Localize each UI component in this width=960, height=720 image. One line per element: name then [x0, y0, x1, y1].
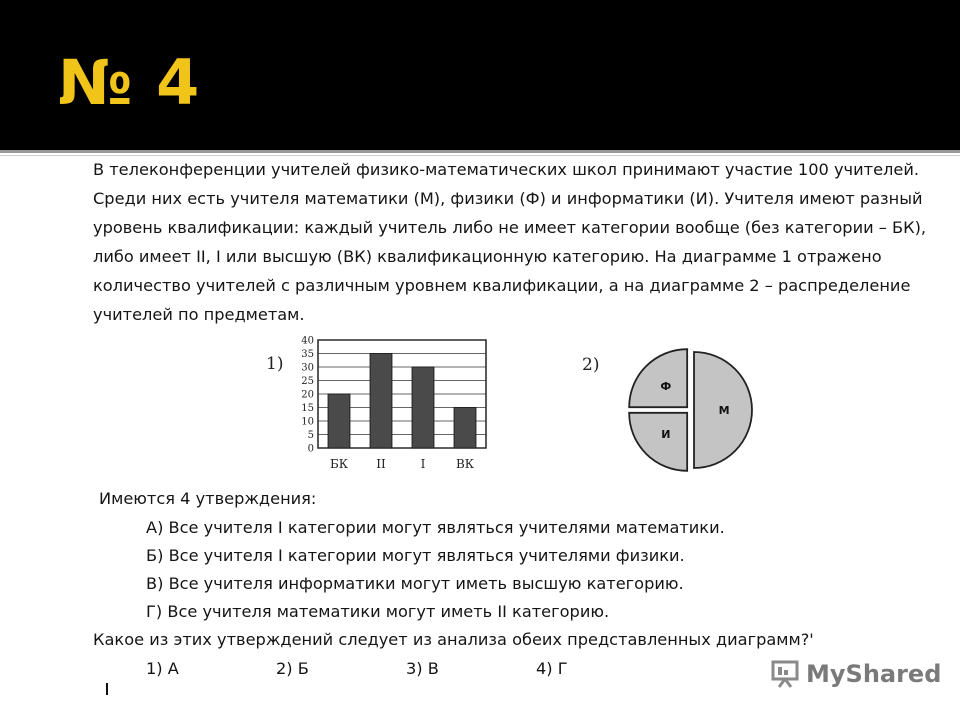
header-divider-thin [0, 155, 960, 156]
projector-board-icon [770, 659, 800, 689]
answer-option-3: 3) В [406, 659, 439, 678]
slide-header [0, 0, 960, 150]
statement-a: А) Все учителя I категории могут являться учителями математики. [146, 518, 725, 537]
statements-intro: Имеются 4 утверждения: [99, 489, 317, 508]
bar-chart [290, 335, 500, 480]
header-divider [0, 150, 960, 153]
slide-title: № 4 [58, 46, 201, 119]
edge-mark [106, 683, 108, 695]
pie-chart-slice-label: И [661, 428, 671, 442]
problem-line: уровень квалификации: каждый учитель либо не имеет категории вообще (без категории – БК), [93, 218, 927, 237]
problem-line: либо имеет II, I или высшую (ВК) квалификационную категорию. На диаграмме 1 отражено [93, 247, 882, 266]
bar-chart-label: 1) [266, 354, 284, 374]
pie-chart-slice [629, 413, 687, 471]
bar-chart-y-tick-label: 0 [307, 443, 314, 455]
myshared-logo-text: MyShared [806, 660, 942, 688]
problem-line: учителей по предметам. [93, 305, 305, 324]
statement-d: Г) Все учителя математики могут иметь II категорию. [146, 602, 610, 621]
bar-chart-y-tick-label: 20 [301, 389, 314, 401]
bar-chart-x-tick-label: I [420, 457, 426, 471]
bar-chart-y-tick-label: 15 [301, 403, 314, 414]
bar-chart-y-tick-label: 25 [301, 376, 314, 387]
pie-chart-slice [629, 349, 687, 407]
bar-chart-bar [328, 394, 350, 448]
bar-chart-y-tick-label: 40 [301, 335, 314, 347]
bar-chart-y-tick-label: 5 [307, 430, 314, 441]
question-text: Какое из этих утверждений следует из анализа обеих представленных диаграмм?' [93, 630, 814, 649]
pie-chart [610, 338, 770, 488]
bar-chart-bar [370, 354, 392, 449]
bar-chart-x-tick-label: II [376, 457, 386, 471]
pie-chart-slice-label: М [718, 404, 730, 417]
pie-chart-label: 2) [582, 355, 600, 375]
problem-line: Среди них есть учителя математики (М), физики (Ф) и информатики (И). Учителя имеют разный [93, 189, 923, 208]
bar-chart-y-tick-label: 30 [301, 362, 314, 374]
myshared-logo [770, 654, 941, 694]
answer-option-2: 2) Б [276, 659, 309, 678]
problem-line: В телеконференции учителей физико-математических школ принимают участие 100 учителей. [93, 160, 919, 179]
answer-option-1: 1) А [146, 659, 179, 678]
bar-chart-bar [412, 367, 434, 448]
bar-chart-y-tick-label: 35 [301, 349, 314, 360]
bar-chart-x-tick-label: БК [329, 457, 349, 471]
problem-line: количество учителей с различным уровнем квалификации, а на диаграмме 2 – распределение [93, 276, 911, 295]
pie-chart-slice-label: Ф [660, 379, 672, 393]
bar-chart-x-tick-label: ВК [455, 457, 475, 471]
bar-chart-y-tick-label: 10 [301, 416, 314, 428]
statement-b: Б) Все учителя I категории могут являться учителями физики. [146, 546, 685, 565]
statement-c: В) Все учителя информатики могут иметь высшую категорию. [146, 574, 684, 593]
bar-chart-bar [454, 408, 476, 449]
answer-option-4: 4) Г [536, 659, 568, 678]
